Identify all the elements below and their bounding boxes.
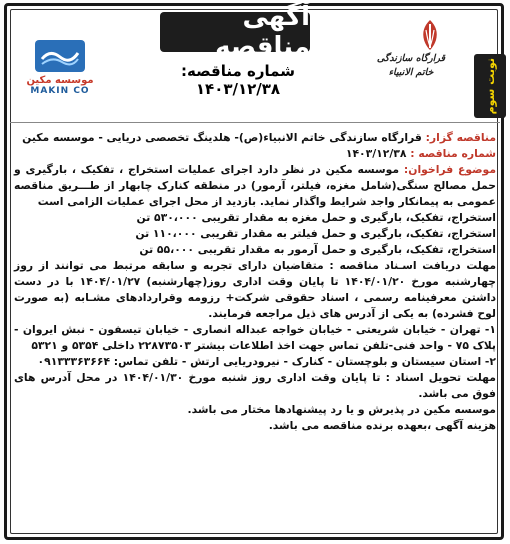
notice-body	[14, 130, 496, 434]
delivery-label: مهلت تحویل اسناد :	[385, 371, 496, 384]
issuer-line	[14, 130, 496, 146]
subject-text: موسسه مکین در نظر دارد اجرای عملیات استخراج ، تفکیک ، بارگیری و حمل مصالح سنگی(شامل مغزه، فیلتر، آرمور) در منطقه کنارک چابهار از طـــریق مناقصه عمومی به پیمانکار واجد شرایط واگذار نماید. بازدید از محل اجرای عملیات الزامی است	[14, 163, 496, 208]
deadline-paragraph	[14, 258, 496, 322]
makin-name-en: MAKIN CO	[30, 86, 90, 96]
makin-logo	[10, 40, 110, 112]
issuer-text: قرارگاه سازندگی خاتم الانبیاء(ص)- هلدینگ تخصصی دریایی - موسسه مکین	[22, 131, 422, 144]
delivery-line	[14, 370, 496, 402]
issuer-label: مناقصه گزار:	[425, 131, 496, 144]
fee-line: هزینه آگهی ،بعهده برنده مناقصه می باشد.	[268, 419, 496, 432]
iran-emblem-icon	[417, 18, 443, 52]
header-divider	[10, 122, 500, 123]
reject-line: موسسه مکین در پذیرش و یا رد پیشنهادها مختار می باشد.	[187, 403, 496, 416]
deadline-text: متقاضیان دارای تجربه و سابقه مرتبط می توانند از روز چهارشنبه مورخ ۱۴۰۴/۰۱/۲۰ تا پایان وقت اداری روز(چهارشنبه) ۱۴۰۴/۰۱/۲۷ با در دست داشتن معرفینامه رسمی ، اسناد حقوقی شرکت+ رزومه وقراردادهای مشـابه (به صورت لوح فشرده) به یکی از آدرس های ذیل مراجعه فرمایند.	[14, 259, 496, 320]
makin-wave-icon	[35, 40, 85, 72]
subject-label: موضوع فراخوان:	[403, 163, 497, 176]
item-line: استخراج، تفکیک، بارگیری و حمل آرمور به مقدار تقریبی ۵۵،۰۰۰ تن	[139, 243, 496, 256]
subject-paragraph	[14, 162, 496, 210]
delivery-text: تا پایان وقت اداری روز شنبه مورخ ۱۴۰۴/۰۱/۳۰ در محل آدرس های فوق می باشد.	[14, 371, 496, 400]
deadline-label: مهلت دریافت اسـناد مناقصه :	[329, 259, 497, 272]
item-line: استخراج، تفکیک، بارگیری و حمل مغزه به مقدار تقریبی ۵۳۰،۰۰۰ تن	[136, 211, 496, 224]
khatam-banner: قرارگاه سازندگی خاتم الانبیاء	[376, 53, 446, 78]
item-line: استخراج، تفکیک، بارگیری و حمل فیلتر به مقدار تقریبی ۱۱۰،۰۰۰ تن	[135, 227, 496, 240]
tender-number: شماره مناقصه: ۱۴۰۳/۱۲/۳۸	[181, 62, 295, 98]
publication-round-badge	[474, 54, 506, 118]
number-label: شماره مناقصه :	[410, 147, 496, 160]
notice-title: آگهی مناقصه	[160, 12, 310, 52]
publication-round-label: نوبت سوم	[483, 57, 497, 115]
address-line: ۱- تهران - خیابان شریعتی - خیابان خواجه عبداله انصاری - خیابان تیسفون - نبش ایروان - پلاک ۷۵ - واحد فنی-تلفن تماس جهت اخذ اطلاعات بیشتر ۲۲۸۷۳۵۰۳ داخلی ۵۳۵۴ و ۵۳۲۱	[14, 323, 496, 352]
number-line	[14, 146, 496, 162]
makin-name-fa: موسسه مکین	[26, 75, 94, 86]
number-value: ۱۴۰۳/۱۲/۳۸	[345, 147, 407, 160]
address-line: ۲- استان سیستان و بلوچستان - کنارک - نیرودریایی ارتش - تلفن تماس: ۰۹۱۳۳۳۶۳۶۶۴	[37, 355, 496, 368]
